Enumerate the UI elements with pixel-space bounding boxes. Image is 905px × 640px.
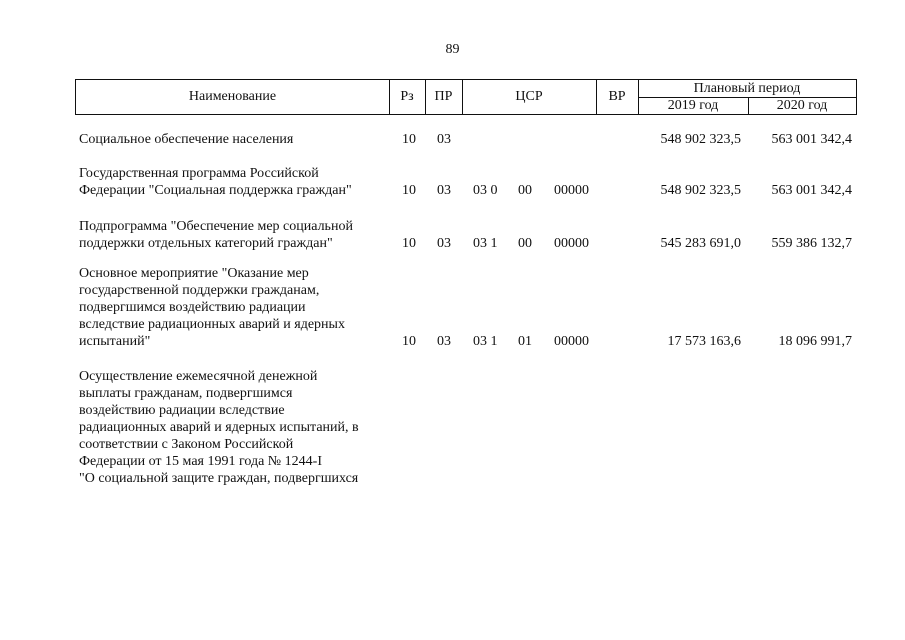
row-csr-direction: 00000 [554,236,589,251]
header-name: Наименование [188,89,277,104]
row-name: Государственная программа Российской Федерации "Социальная поддержка граждан" [79,166,352,198]
row-pr: 03 [437,334,451,349]
header-rz: Рз [400,89,414,104]
header-year-2019: 2019 год [667,97,719,113]
row-csr-event: 01 [518,334,532,349]
row-rz: 10 [402,132,416,147]
row-pr: 03 [437,183,451,198]
row-amount-2019: 548 902 323,5 [660,132,741,147]
header-csr: ЦСР [515,89,543,104]
header-year-2020: 2020 год [776,97,828,113]
table-header [75,79,857,115]
row-name: Основное мероприятие "Оказание мер государственной поддержки гражданам, подвергшимся воздействию радиации вследствие радиационных аварий и ядерных испытаний" [79,266,345,349]
row-csr-direction: 00000 [554,334,589,349]
row-name: Осуществление ежемесячной денежной выплаты гражданам, подвергшимся воздействию радиации вследствие радиационных аварий и ядерных испытаний, в соответствии с Законом Российской Федерации от 15 мая 1991 года № 1244-I "О социальной защите граждан, подвергшихся [79,369,359,486]
row-rz: 10 [402,236,416,251]
row-amount-2020: 563 001 342,4 [771,183,852,198]
table-row [0,216,905,252]
row-amount-2019: 548 902 323,5 [660,183,741,198]
row-csr-program: 03 1 [473,236,498,251]
row-name: Социальное обеспечение населения [79,132,294,147]
row-amount-2020: 18 096 991,7 [778,334,852,349]
header-planned-period: Плановый период [693,80,801,96]
row-rz: 10 [402,183,416,198]
row-rz: 10 [402,334,416,349]
table-row [0,163,905,199]
row-csr-direction: 00000 [554,183,589,198]
row-csr-program: 03 0 [473,183,498,198]
row-name: Подпрограмма "Обеспечение мер социальной поддержки отдельных категорий граждан" [79,219,353,251]
row-pr: 03 [437,132,451,147]
row-csr-event: 00 [518,183,532,198]
page-number: 89 [445,42,460,57]
row-amount-2019: 545 283 691,0 [660,236,741,251]
row-csr-program: 03 1 [473,334,498,349]
table-row [0,368,905,487]
header-vr: ВР [608,89,626,104]
row-csr-event: 00 [518,236,532,251]
header-pr: ПР [434,89,453,104]
table-row [0,130,905,148]
table-row [0,265,905,350]
row-amount-2020: 563 001 342,4 [771,132,852,147]
row-amount-2019: 17 573 163,6 [667,334,741,349]
row-pr: 03 [437,236,451,251]
row-amount-2020: 559 386 132,7 [771,236,852,251]
